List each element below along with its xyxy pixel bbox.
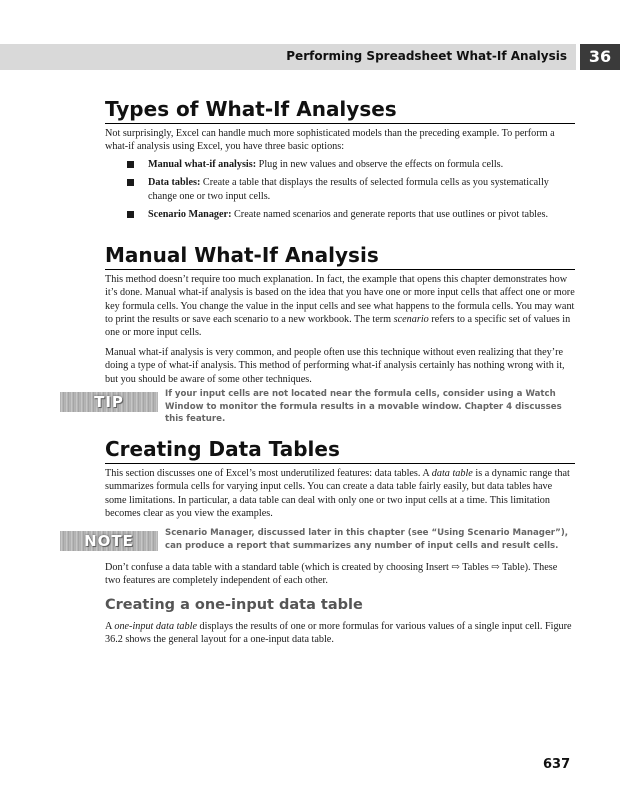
note-badge: NOTE	[60, 531, 158, 551]
manual-paragraph-1: This method doesn’t require too much explanation. In fact, the example that opens this chapter demonstrates how it’s done. Manual what-if analysis is based on the idea that you have one or more input cells that affect one or more key formula cells. You change the value in the input cells and see what happens to the formula cells. You may want to print the results or save each scenario to a new workbook. The term scenario refers to a specific set of values in one or more input cells.	[105, 274, 575, 339]
tip-text: If your input cells are not located near the formula cells, consider using a Watch Window to monitor the formula results in a movable window. Chapter 4 discusses this feature.	[165, 389, 562, 424]
heading-types: Types of What-If Analyses	[105, 97, 575, 124]
tip-badge: TIP	[60, 392, 158, 412]
page-number: 637	[543, 757, 571, 772]
types-list	[105, 158, 575, 226]
bullet-icon	[127, 161, 134, 168]
heading-one-input: Creating a one-input data table	[105, 597, 363, 613]
heading-data-tables: Creating Data Tables	[105, 437, 575, 464]
note-text: Scenario Manager, discussed later in this chapter (see “Using Scenario Manager”), can produce a report that summarizes any number of input cells and result cells.	[165, 528, 569, 551]
list-item: Scenario Manager: Create named scenarios and generate reports that use outlines or pivot tables.	[105, 208, 575, 221]
data-tables-paragraph-2: Don’t confuse a data table with a standard table (which is created by choosing Insert ⇨ Tables ⇨ Table). These two features are completely independent of each other.	[105, 562, 558, 587]
heading-manual: Manual What-If Analysis	[105, 243, 575, 270]
bullet-icon	[127, 211, 134, 218]
one-input-paragraph: A one-input data table displays the results of one or more formulas for various values of a single input cell. Figure 36.2 shows the general layout for a one-input data table.	[105, 621, 572, 646]
bullet-icon	[127, 179, 134, 186]
list-item: Manual what-if analysis: Plug in new values and observe the effects on formula cells.	[105, 158, 575, 171]
chapter-number: 36	[580, 44, 620, 70]
list-item: Data tables: Create a table that displays the results of selected formula cells as you systematically change one or two input cells.	[105, 176, 575, 203]
types-intro: Not surprisingly, Excel can handle much more sophisticated models than the preceding example. To perform a what-if analysis using Excel, you have three basic options:	[105, 128, 555, 153]
header-title: Performing Spreadsheet What-If Analysis	[286, 49, 567, 63]
manual-paragraph-2: Manual what-if analysis is very common, and people often use this technique without even realizing that they’re doing a type of what-if analysis. This method of performing what-if analysis certainly has nothing wrong with it, but you should be aware of some other techniques.	[105, 347, 565, 385]
data-tables-paragraph-1: This section discusses one of Excel’s most underutilized features: data tables. A data table is a dynamic range that summarizes formula cells for varying input cells. You can create a data table fairly easily, but data tables have some limitations. In particular, a data table can deal with only one or two input cells at a time. This limitation becomes clear as you view the examples.	[105, 468, 570, 519]
